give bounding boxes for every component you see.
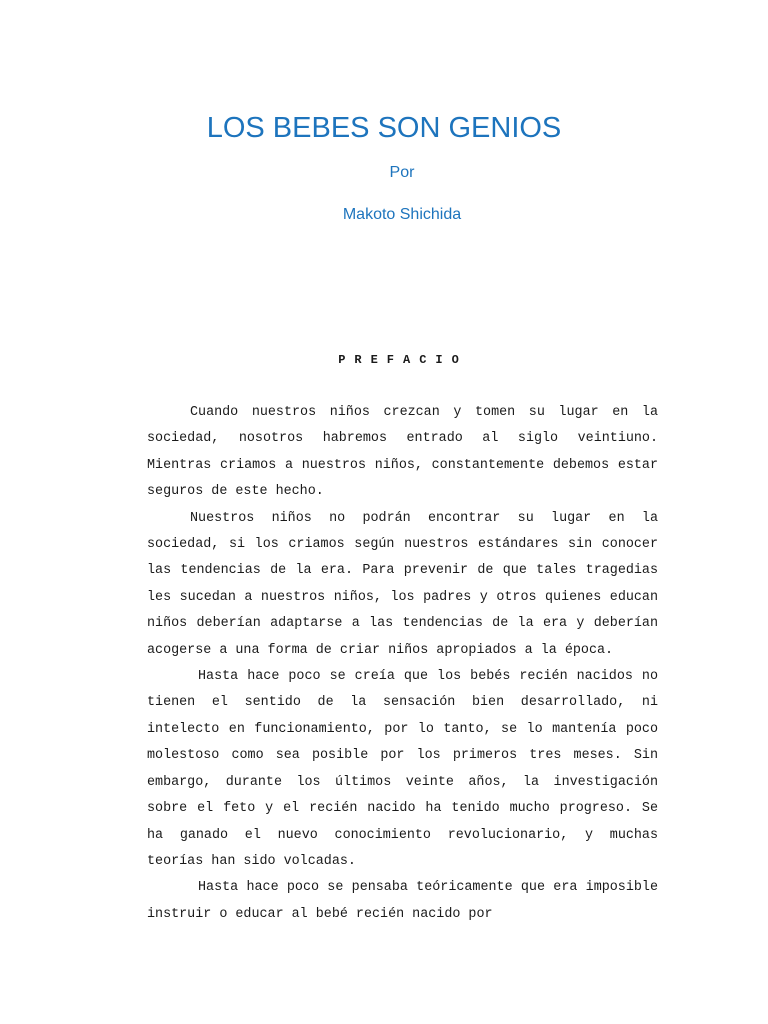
paragraph: Cuando nuestros niños crezcan y tomen su lugar en la sociedad, nosotros habremos entrado al siglo veintiuno. Mientras criamos a nuestros niños, constantemente debemos estar seguros de este hecho. [147, 405, 658, 500]
paragraph: Nuestros niños no podrán encontrar su lugar en la sociedad, si los criamos según nuestros estándares sin conocer las tendencias de la era. Para prevenir de que tales tragedias les sucedan a nuestros niños, los padres y otros quienes educan niños deberían adaptarse a las tendencias de la era y deberían acogerse a una forma de criar niños apropiados a la época. [147, 510, 658, 658]
paragraph: Hasta hace poco se pensaba teóricamente que era imposible instruir o educar al bebé recién nacido por [147, 880, 658, 922]
paragraph: Hasta hace poco se creía que los bebés recién nacidos no tienen el sentido de la sensación bien desarrollado, ni intelecto en funcionamiento, por lo tanto, se lo mantenía poco molestoso como sea posible por los primeros tres meses. Sin embargo, durante los últimos veinte años, la investigación sobre el feto y el recién nacido ha tenido mucho progreso. Se ha ganado el nuevo conocimiento revolucionario, y muchas teorías han sido volcadas. [147, 669, 658, 869]
byline-label: Por [389, 164, 415, 181]
body-text [147, 400, 658, 928]
section-heading: PREFACIO [338, 353, 468, 367]
document-title: LOS BEBES SON GENIOS [206, 112, 562, 144]
author-name: Makoto Shichida [342, 206, 462, 223]
